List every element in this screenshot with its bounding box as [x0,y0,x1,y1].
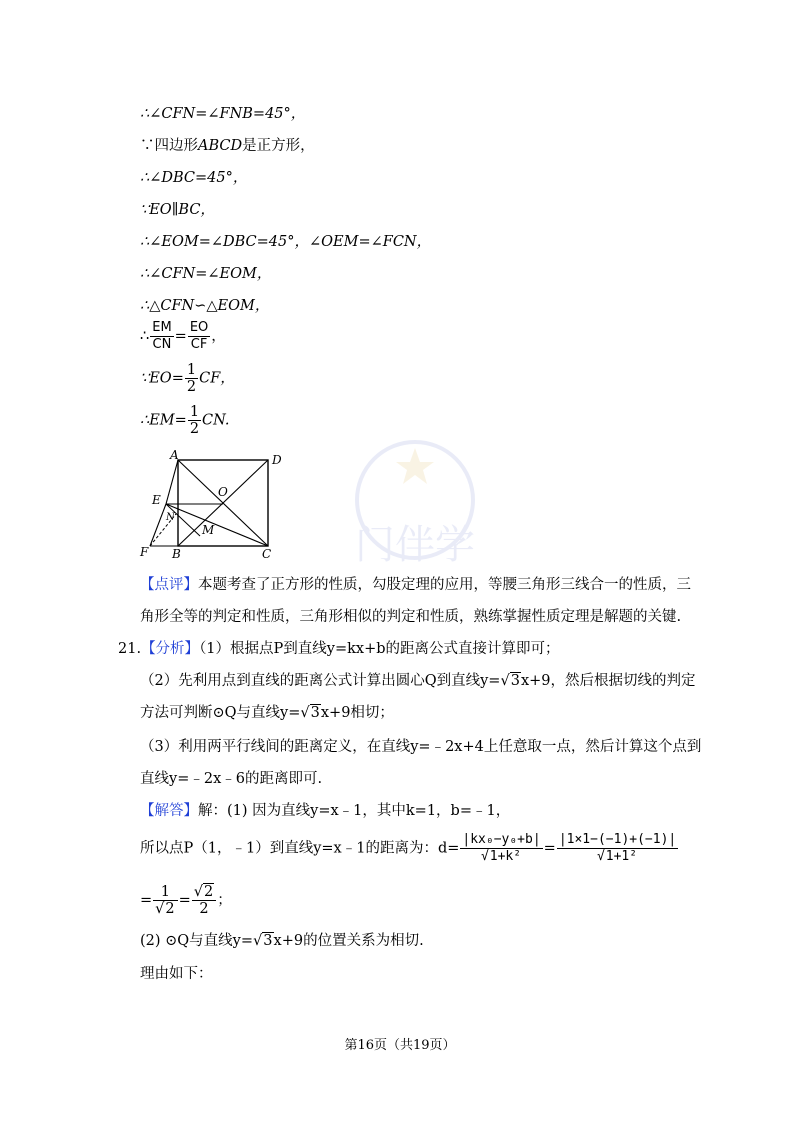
proof-line-10-suffix: CN. [202,412,230,429]
proof-line-9 [140,362,235,395]
q21-analysis-line-2: （2）先利用点到直线的距离公式计算出圆心Q到直线y=√3x+9，然后根据切线的判定 [140,673,696,689]
fraction-denominator: CN [152,337,172,352]
proof-line-4: ∵EO∥BC， [140,202,215,218]
fraction-denominator: CF [190,337,208,352]
label-N: N [166,512,175,523]
proof-line-9-suffix: CF， [199,370,235,387]
watermark [300,440,530,594]
label-E: E [152,493,161,507]
q21-analysis-line-1 [118,639,560,659]
analysis-text-1: （1）根据点P到直线y=kx+b的距离公式直接计算即可； [199,641,560,657]
label-F: F [140,545,149,559]
q21-answer-line-5: 理由如下： [140,966,213,982]
q21-answer-line-1 [140,801,510,821]
label-D: D [272,453,282,467]
fraction-numerator: |kx₀−y₀+b| [462,832,541,847]
q21-analysis-line-5: 直线y=﹣2x﹣6的距离即可. [140,771,323,787]
fraction-numerator: 1 [186,362,197,378]
equals-sign: = [140,892,153,909]
fraction-denominator: 2 [165,901,175,917]
answer-text-4-post: x+9的位置关系为相切. [273,933,424,949]
fraction-numerator: EM [152,320,172,335]
label-C: C [262,547,272,560]
answer-text-2-pre: 所以点P（1，﹣1）到直线y=x﹣1的距离为：d= [140,840,460,857]
proof-line-3: ∴∠DBC=45°， [140,170,248,186]
q21-answer-line-3: = $\frac{1}{√2}$ = $\frac{√2}{2}$ ； [140,884,232,917]
answer-tag: 【解答】 [140,803,198,819]
comment-tag: 【点评】 [140,577,198,593]
proof-line-9-prefix: ∵EO= [140,370,184,387]
fraction-denominator: 1+1² [605,849,638,864]
proof-line-1: ∴∠CFN=∠FNB=45°， [140,106,306,122]
proof-line-2-c: 是正方形， [242,138,315,154]
proof-line-10 [140,404,230,437]
analysis-text-3-post: x+9相切； [320,705,394,721]
fraction-numerator: EO [189,320,209,335]
analysis-text-2-post: x+9，然后根据切线的判定 [520,673,696,689]
sqrt-radicand: 3 [310,705,320,721]
fraction-denominator: 2 [186,379,197,395]
fraction-numerator: 1 [189,404,200,420]
fraction-denominator: 2 [189,421,200,437]
proof-line-2 [140,136,315,156]
geometry-figure [138,450,288,564]
sqrt-radicand: 3 [510,673,520,689]
fraction-numerator: 1 [153,884,177,901]
proof-line-2-a: ∵四边形 [140,138,198,154]
equals-sign: = [174,328,187,345]
comment-line-1 [140,575,691,595]
page-footer: 第16页（共19页） [344,1038,456,1053]
comment-text-1: 本题考查了正方形的性质，勾股定理的应用，等腰三角形三线合一的性质，三 [198,577,691,593]
answer-text-4-pre: (2) ⊙Q与直线y= [140,933,254,949]
proof-line-8-prefix: ∴ [140,328,150,345]
equals-sign: = [178,892,191,909]
fraction-numerator: 2 [204,884,214,900]
q21-analysis-line-4: （3）利用两平行线间的距离定义，在直线y=﹣2x+4上任意取一点，然后计算这个点到 [140,739,702,755]
analysis-tag: 【分析】 [141,641,200,657]
question-number: 21. [118,641,142,657]
analysis-text-2-pre: （2）先利用点到直线的距离公式计算出圆心Q到直线y= [140,673,501,689]
proof-line-10-prefix: ∴EM= [140,412,187,429]
analysis-text-3-pre: 方法可判断⊙Q与直线y= [140,705,301,721]
watermark-text: 门伴学 [355,522,475,568]
proof-line-5: ∴∠EOM=∠DBC=45°，∠OEM=∠FCN， [140,234,432,250]
label-B: B [172,547,181,560]
fraction-denominator: 1+k² [489,849,522,864]
answer-text-3-suffix: ； [217,892,232,909]
proof-line-2-b: ABCD [198,138,243,154]
proof-line-7: ∴△CFN∽△EOM， [140,298,270,314]
q21-answer-line-2: 所以点P（1，﹣1）到直线y=x﹣1的距离为：d= $\frac{\text{|kx₀−y₀+b|}}{\text{√1+k²}}$ = $\frac{|1\times 1-(-1)+(-1)|}{\text{√1+1²}}$ [140,832,677,864]
proof-line-8-suffix: ， [211,328,226,345]
fraction-numerator: |1×1−(−1)+(−1)| [558,832,677,847]
proof-line-8 [140,320,226,353]
label-A: A [170,450,179,462]
q21-answer-line-4: (2) ⊙Q与直线y=√3x+9的位置关系为相切. [140,933,424,949]
answer-text-1: 解：(1) 因为直线y=x﹣1，其中k=1，b=﹣1， [198,803,511,819]
label-O: O [218,485,228,499]
q21-analysis-line-3: 方法可判断⊙Q与直线y=√3x+9相切； [140,705,394,721]
comment-line-2: 角形全等的判定和性质，三角形相似的判定和性质，熟练掌握性质定理是解题的关键. [140,609,682,625]
label-M: M [202,523,215,537]
equals-sign: = [543,840,556,857]
proof-line-6: ∴∠CFN=∠EOM， [140,266,272,282]
sqrt-radicand: 3 [263,933,273,949]
fraction-denominator: 2 [199,901,209,917]
